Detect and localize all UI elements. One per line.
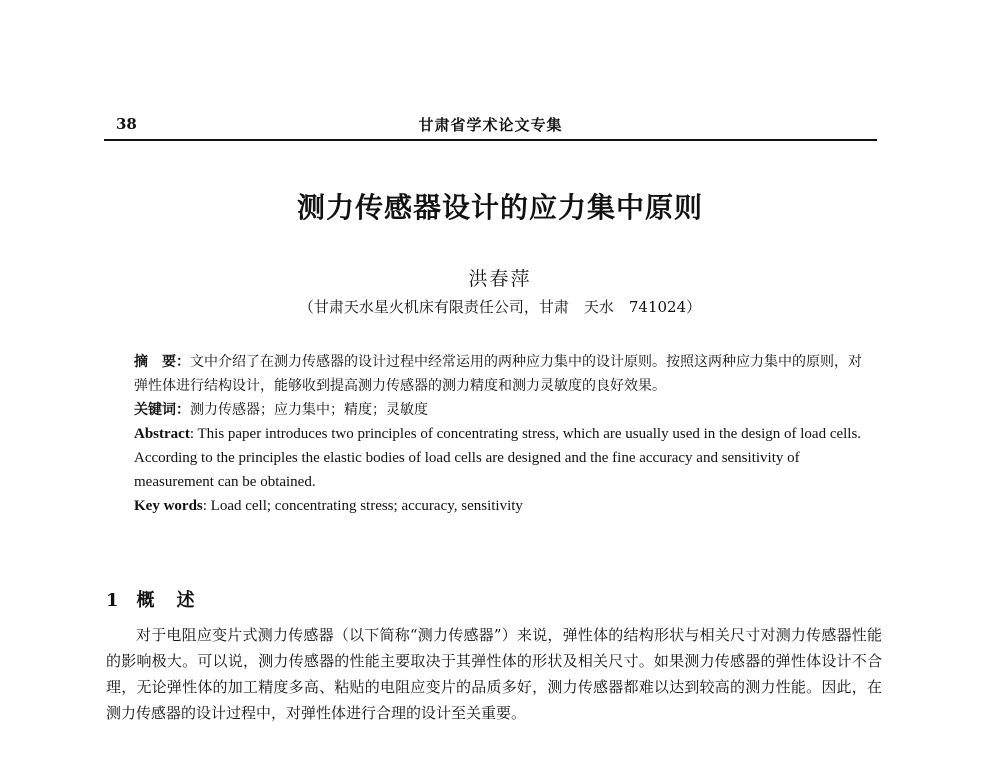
abstract-en: Abstract: This paper introduces two principles of concentrating stress, which are usually used in the design of load cells. According to the principles the elastic bodies of load cells are designed and the fine accuracy and sensitivity of measurement can be obtained.	[134, 426, 862, 490]
body-paragraph: 对于电阻应变片式测力传感器（以下简称“测力传感器”）来说，弹性体的结构形状与相关尺寸对测力传感器性能的影响极大。可以说，测力传感器的性能主要取决于其弹性体的形状及相关尺寸。如果测力传感器的弹性体设计不合理，无论弹性体的加工精度多高、粘贴的电阻应变片的品质多好，测力传感器都难以达到较高的测力性能。因此，在测力传感器的设计过程中，对弹性体进行合理的设计至关重要。	[106, 626, 882, 722]
section-title: 概 述	[136, 590, 197, 611]
keywords-en-text: Load cell; concentrating stress; accuracy, sensitivity	[210, 498, 523, 514]
keywords-en: Key words: Load cell; concentrating stress; accuracy, sensitivity	[134, 498, 523, 514]
section-heading	[106, 586, 197, 612]
page-number: 38	[116, 115, 137, 133]
abstract-block	[134, 350, 864, 518]
author-name: 洪春萍	[468, 268, 532, 290]
article-title: 测力传感器设计的应力集中原则	[296, 191, 703, 224]
keywords-cn-label: 关键词：	[134, 402, 190, 418]
abstract-en-text: This paper introduces two principles of concentrating stress, which are usually used in the design of load cells. According to the principles the elastic bodies of load cells are designed and the fine accuracy and sensitivity of measurement can be obtained.	[134, 426, 862, 490]
abstract-cn-text: 文中介绍了在测力传感器的设计过程中经常运用的两种应力集中的设计原则。按照这两种应力集中的原则，对弹性体进行结构设计，能够收到提高测力传感器的测力精度和测力灵敏度的良好效果。	[134, 354, 862, 394]
keywords-en-label: Key words	[134, 498, 203, 514]
running-header	[104, 113, 877, 141]
journal-title: 甘肃省学术论文专集	[418, 116, 563, 134]
section-number: 1	[106, 590, 121, 611]
abstract-cn	[134, 350, 864, 398]
keywords-cn-text: 测力传感器；应力集中；精度；灵敏度	[190, 402, 428, 418]
keywords-cn	[134, 398, 864, 422]
author-affiliation: （甘肃天水星火机床有限责任公司，甘肃 天水 741024）	[298, 298, 702, 316]
abstract-en-label: Abstract	[134, 426, 190, 442]
abstract-cn-label: 摘 要：	[134, 354, 190, 370]
